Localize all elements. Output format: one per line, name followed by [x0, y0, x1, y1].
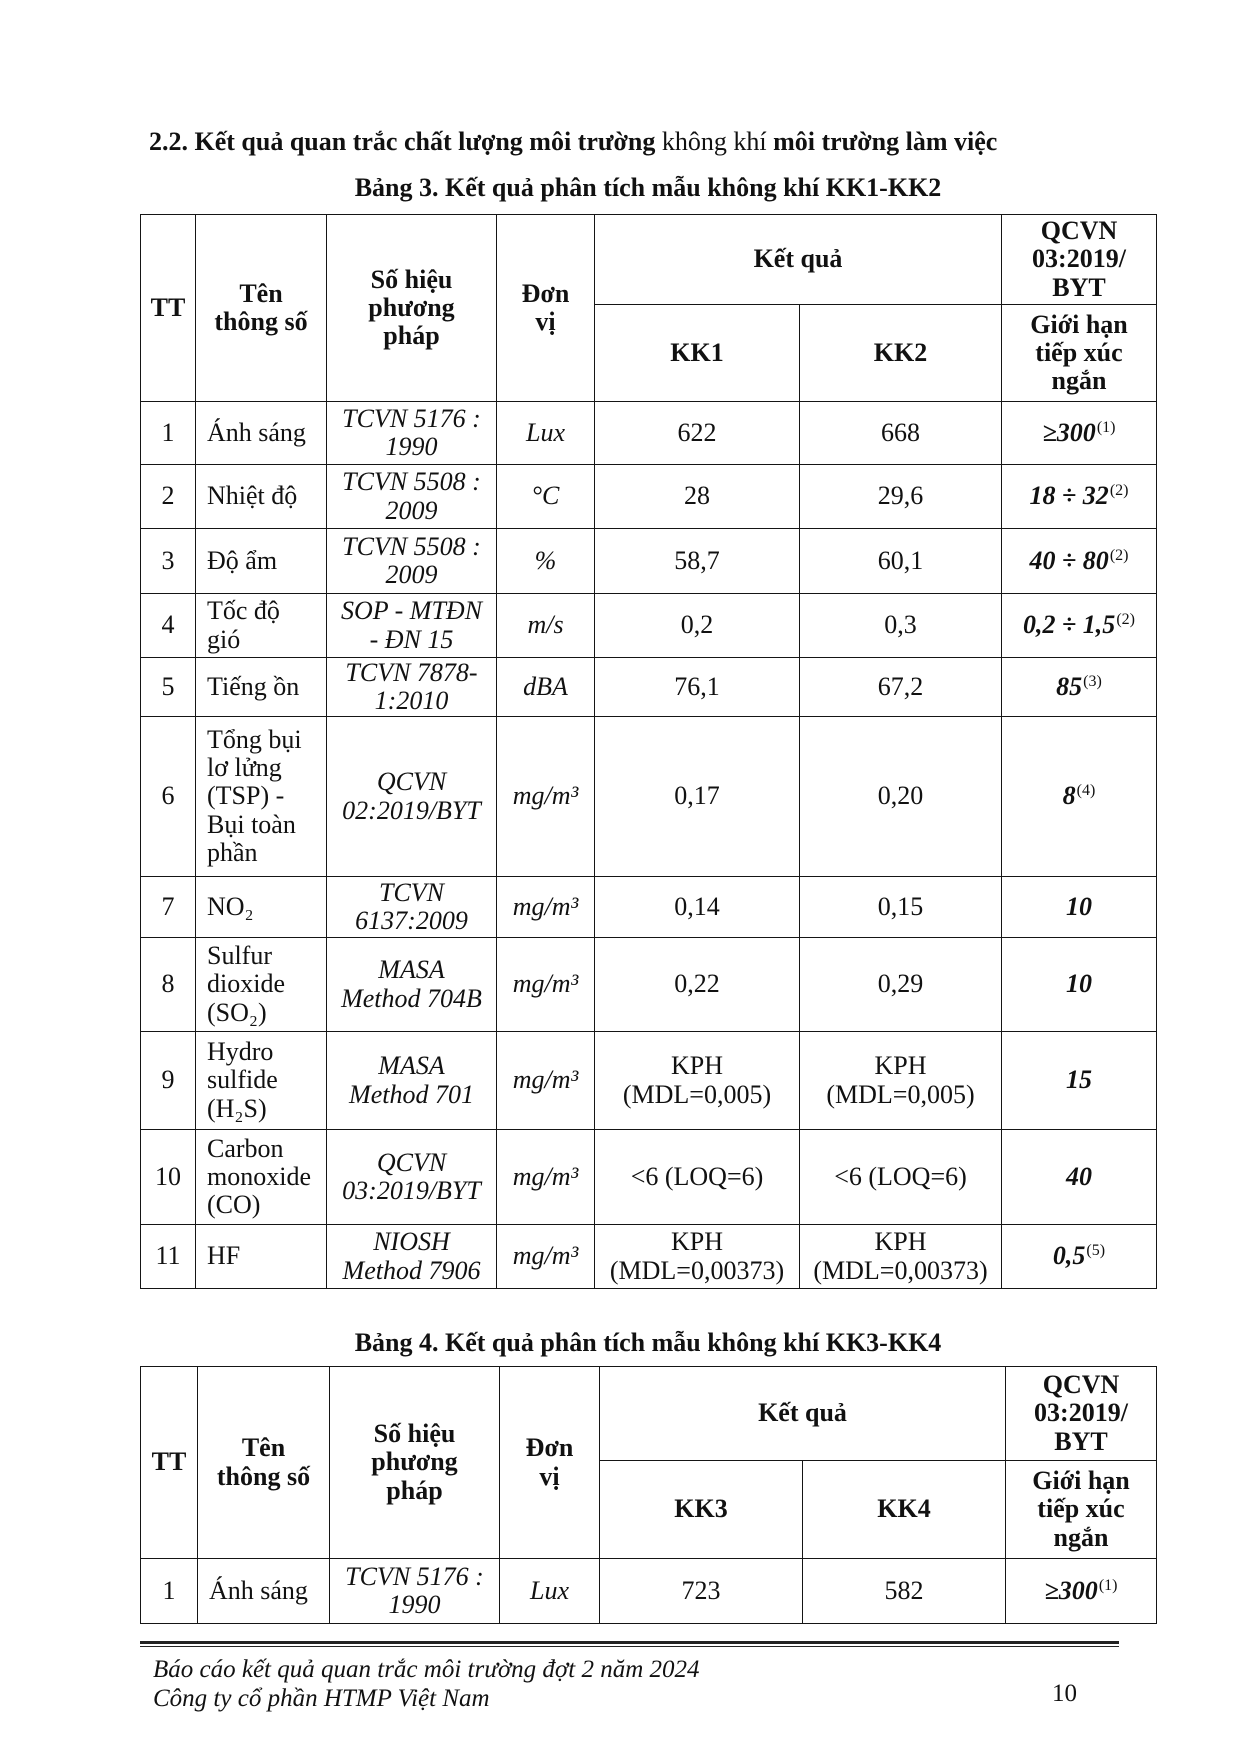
limit-value-cell	[1006, 1559, 1157, 1624]
section-heading-part: môi trường làm việc	[773, 127, 998, 156]
limit-value-cell	[1002, 1032, 1157, 1130]
table-row	[141, 465, 1157, 529]
limit-value: 0,2 ÷ 1,5	[1023, 610, 1116, 640]
unit: m/s	[527, 610, 564, 640]
footnote-marker: (2)	[1116, 611, 1135, 629]
method-code: TCVN 5176 : 1990	[345, 1561, 484, 1619]
header-limit: Giới hạn tiếp xúc ngắn	[1006, 1461, 1157, 1559]
limit-value-cell	[1002, 402, 1157, 465]
method-code-cell	[327, 594, 497, 658]
header-unit: Đơn vị	[497, 215, 595, 402]
result-value-cell	[800, 877, 1002, 938]
method-code-cell	[327, 465, 497, 529]
method-code-cell	[327, 1225, 497, 1289]
limit-value-cell	[1002, 1225, 1157, 1289]
result-value-cell	[800, 402, 1002, 465]
footnote-marker: (2)	[1109, 546, 1129, 564]
header-method: Số hiệu phương pháp	[330, 1367, 500, 1559]
parameter-name-cell	[198, 1559, 330, 1624]
result-value: KPH (MDL=0,005)	[826, 1051, 975, 1109]
limit-value: ≥300	[1044, 1575, 1098, 1605]
result-value: 0,14	[674, 891, 720, 921]
unit-cell	[497, 658, 595, 717]
result-value-cell	[595, 1032, 800, 1130]
parameter-name: Sulfur dioxide (SO₂)	[207, 941, 285, 1027]
header-limit: Giới hạn tiếp xúc ngắn	[1002, 305, 1157, 402]
parameter-name: HF	[207, 1241, 241, 1271]
unit-cell	[497, 1130, 595, 1225]
unit-cell	[497, 717, 595, 877]
header-tt: TT	[141, 215, 196, 402]
header-sample-b: KK4	[803, 1461, 1006, 1559]
limit-value-cell	[1002, 594, 1157, 658]
table-caption: Bảng 3. Kết quả phân tích mẫu không khí KK1-KK2	[354, 173, 942, 202]
parameter-name: Nhiệt độ	[207, 481, 298, 511]
unit: mg/m³	[512, 781, 579, 811]
table-row	[141, 658, 1157, 717]
parameter-name: Ánh sáng	[209, 1575, 308, 1605]
unit: mg/m³	[512, 891, 579, 921]
unit-cell	[497, 938, 595, 1032]
result-value-cell	[800, 1032, 1002, 1130]
parameter-name-cell	[196, 402, 327, 465]
result-value: 0,29	[877, 969, 924, 999]
method-code-cell	[327, 402, 497, 465]
parameter-name-cell	[196, 1225, 327, 1289]
table-row	[141, 717, 1157, 877]
row-number: 8	[161, 969, 175, 999]
parameter-name-cell	[196, 465, 327, 529]
parameter-name-cell	[196, 1130, 327, 1225]
method-code-cell	[327, 717, 497, 877]
result-value: 28	[684, 481, 710, 511]
footer-company: Công ty cổ phần HTMP Việt Nam	[153, 1685, 490, 1712]
result-value: <6 (LOQ=6)	[630, 1161, 764, 1191]
result-value-cell	[595, 594, 800, 658]
method-code: QCVN 03:2019/BYT	[342, 1147, 481, 1205]
unit: mg/m³	[512, 1065, 579, 1095]
unit-cell	[497, 1225, 595, 1289]
row-number: 3	[161, 545, 175, 575]
row-number-cell	[141, 1130, 196, 1225]
result-value-cell	[800, 594, 1002, 658]
row-number: 11	[155, 1241, 181, 1271]
table-row	[141, 1225, 1157, 1289]
parameter-name: Ánh sáng	[207, 417, 306, 447]
row-number-cell	[141, 465, 196, 529]
parameter-name-cell	[196, 717, 327, 877]
limit-value-cell	[1002, 529, 1157, 594]
result-value: KPH (MDL=0,00373)	[609, 1227, 785, 1285]
row-number-cell	[141, 594, 196, 658]
result-value-cell	[595, 877, 800, 938]
unit: dBA	[523, 671, 568, 701]
table-row	[141, 1130, 1157, 1225]
limit-value: ≥300	[1042, 417, 1096, 447]
header-method: Số hiệu phương pháp	[327, 215, 497, 402]
result-value-cell	[595, 402, 800, 465]
result-value: 0,15	[877, 891, 924, 921]
row-number: 4	[161, 610, 175, 640]
footnote-marker: (5)	[1086, 1242, 1106, 1260]
parameter-name: Tổng bụi lơ lửng (TSP) - Bụi toàn phần	[207, 725, 302, 867]
limit-value: 8	[1062, 781, 1076, 811]
result-value: KPH (MDL=0,00373)	[813, 1227, 988, 1285]
unit-cell	[497, 877, 595, 938]
table-row	[141, 938, 1157, 1032]
header-results: Kết quả	[600, 1367, 1006, 1461]
unit-cell	[497, 1032, 595, 1130]
header-sample-a: KK1	[595, 305, 800, 402]
method-code-cell	[327, 529, 497, 594]
parameter-name: Hydro sulfide (H₂S)	[207, 1037, 278, 1123]
section-heading-part: không khí	[661, 127, 767, 156]
row-number-cell	[141, 877, 196, 938]
row-number: 10	[155, 1161, 181, 1191]
result-value: 582	[884, 1575, 924, 1605]
result-value: 0,22	[674, 969, 720, 999]
footnote-marker: (3)	[1083, 672, 1102, 690]
method-code: QCVN 02:2019/BYT	[342, 767, 481, 825]
limit-value: 15	[1066, 1065, 1092, 1095]
unit: mg/m³	[512, 1241, 579, 1271]
limit-value: 10	[1066, 969, 1092, 999]
limit-value: 18 ÷ 32	[1029, 481, 1109, 511]
footnote-marker: (1)	[1096, 418, 1116, 436]
results-table-kk3-kk4	[140, 1366, 1157, 1624]
row-number-cell	[141, 1225, 196, 1289]
method-code: TCVN 5508 : 2009	[342, 531, 481, 589]
table-row	[141, 1559, 1157, 1624]
result-value: 622	[677, 417, 717, 447]
unit: mg/m³	[512, 969, 579, 999]
result-value: 60,1	[877, 545, 924, 575]
limit-value: 85	[1056, 671, 1083, 701]
table-row	[141, 402, 1157, 465]
result-value-cell	[800, 529, 1002, 594]
footer-rule	[140, 1641, 1119, 1647]
footnote-marker: (2)	[1109, 482, 1129, 500]
section-heading-part: 2.2. Kết quả quan trắc chất lượng môi trường	[149, 127, 656, 156]
header-row	[141, 215, 1157, 305]
row-number: 1	[162, 1575, 176, 1605]
limit-value-cell	[1002, 717, 1157, 877]
result-value-cell	[800, 465, 1002, 529]
result-value: 76,1	[674, 671, 720, 701]
method-code: TCVN 5176 : 1990	[342, 403, 481, 461]
header-standard: QCVN 03:2019/ BYT	[1006, 1367, 1157, 1461]
method-code: TCVN 5508 : 2009	[342, 467, 481, 525]
results-table-kk1-kk2	[140, 214, 1157, 1289]
footnote-marker: (4)	[1076, 782, 1096, 800]
header-unit: Đơn vị	[500, 1367, 600, 1559]
header-parameter-name: Tên thông số	[196, 215, 327, 402]
row-number: 5	[161, 671, 175, 701]
limit-value: 10	[1066, 891, 1092, 921]
row-number-cell	[141, 1032, 196, 1130]
parameter-name-cell	[196, 877, 327, 938]
parameter-name: NO₂	[207, 891, 254, 921]
table-row	[141, 529, 1157, 594]
result-value: 0,20	[877, 781, 924, 811]
limit-value-cell	[1002, 877, 1157, 938]
header-sample-a: KK3	[600, 1461, 803, 1559]
row-number: 1	[161, 417, 175, 447]
row-number-cell	[141, 938, 196, 1032]
table-body	[141, 1559, 1157, 1624]
footnote-marker: (1)	[1098, 1576, 1118, 1594]
footer-report-title: Báo cáo kết quả quan trắc môi trường đợt 2 năm 2024	[153, 1656, 700, 1683]
row-number: 6	[161, 781, 175, 811]
result-value-cell	[800, 717, 1002, 877]
method-code-cell	[327, 1130, 497, 1225]
parameter-name: Carbon monoxide (CO)	[207, 1133, 311, 1220]
result-value-cell	[595, 1225, 800, 1289]
header-standard: QCVN 03:2019/ BYT	[1002, 215, 1157, 305]
unit-cell	[497, 402, 595, 465]
parameter-name-cell	[196, 594, 327, 658]
result-value: 668	[881, 417, 920, 447]
result-value-cell	[595, 465, 800, 529]
method-code-cell	[330, 1559, 500, 1624]
limit-value-cell	[1002, 658, 1157, 717]
result-value-cell	[600, 1559, 803, 1624]
section-heading	[149, 127, 997, 157]
method-code-cell	[327, 1032, 497, 1130]
result-value-cell	[800, 1225, 1002, 1289]
unit-cell	[497, 594, 595, 658]
result-value: 0,3	[884, 610, 917, 640]
row-number: 7	[161, 891, 175, 921]
parameter-name: Độ ẩm	[207, 545, 278, 575]
unit: mg/m³	[512, 1161, 579, 1191]
method-code-cell	[327, 658, 497, 717]
unit-cell	[497, 529, 595, 594]
result-value-cell	[800, 1130, 1002, 1225]
limit-value: 40	[1066, 1161, 1092, 1191]
row-number-cell	[141, 717, 196, 877]
parameter-name-cell	[196, 1032, 327, 1130]
parameter-name: Tiếng ồn	[207, 671, 300, 701]
page-number: 10	[1052, 1680, 1077, 1707]
limit-value: 0,5	[1052, 1241, 1086, 1271]
result-value: 67,2	[877, 671, 924, 701]
unit-cell	[500, 1559, 600, 1624]
method-code-cell	[327, 938, 497, 1032]
result-value-cell	[595, 717, 800, 877]
result-value: 0,17	[674, 781, 720, 811]
limit-value: 40 ÷ 80	[1029, 545, 1109, 575]
table-row	[141, 1032, 1157, 1130]
table-caption: Bảng 4. Kết quả phân tích mẫu không khí KK3-KK4	[354, 1328, 942, 1357]
result-value-cell	[595, 1130, 800, 1225]
row-number: 9	[161, 1065, 175, 1095]
unit: %	[534, 545, 557, 575]
method-code: TCVN 7878- 1:2010	[345, 657, 478, 715]
table-body	[141, 402, 1157, 1289]
parameter-name-cell	[196, 658, 327, 717]
unit: °C	[531, 481, 560, 511]
limit-value-cell	[1002, 465, 1157, 529]
limit-value-cell	[1002, 938, 1157, 1032]
method-code-cell	[327, 877, 497, 938]
row-number-cell	[141, 658, 196, 717]
row-number-cell	[141, 402, 196, 465]
table-row	[141, 594, 1157, 658]
result-value: 0,2	[680, 610, 714, 640]
header-row	[141, 1367, 1157, 1461]
parameter-name: Tốc độ gió	[207, 596, 280, 654]
limit-value-cell	[1002, 1130, 1157, 1225]
result-value: <6 (LOQ=6)	[834, 1161, 967, 1191]
result-value: 29,6	[877, 481, 924, 511]
method-code: SOP - MTĐN - ĐN 15	[340, 596, 483, 654]
result-value: 58,7	[674, 545, 720, 575]
unit: Lux	[526, 417, 565, 447]
header-sample-b: KK2	[800, 305, 1002, 402]
parameter-name-cell	[196, 938, 327, 1032]
parameter-name-cell	[196, 529, 327, 594]
method-code: TCVN 6137:2009	[355, 877, 468, 935]
unit: Lux	[530, 1575, 569, 1605]
result-value-cell	[595, 938, 800, 1032]
header-results: Kết quả	[595, 215, 1002, 305]
method-code: MASA Method 701	[349, 1051, 474, 1109]
method-code: NIOSH Method 7906	[342, 1227, 481, 1285]
row-number-cell	[141, 1559, 198, 1624]
result-value-cell	[595, 658, 800, 717]
result-value-cell	[803, 1559, 1006, 1624]
header-parameter-name: Tên thông số	[198, 1367, 330, 1559]
result-value: KPH (MDL=0,005)	[622, 1051, 772, 1109]
header-tt: TT	[141, 1367, 198, 1559]
result-value-cell	[800, 658, 1002, 717]
result-value-cell	[595, 529, 800, 594]
method-code: MASA Method 704B	[341, 955, 482, 1013]
result-value: 723	[681, 1575, 721, 1605]
row-number: 2	[161, 481, 175, 511]
row-number-cell	[141, 529, 196, 594]
result-value-cell	[800, 938, 1002, 1032]
table-row	[141, 877, 1157, 938]
unit-cell	[497, 465, 595, 529]
